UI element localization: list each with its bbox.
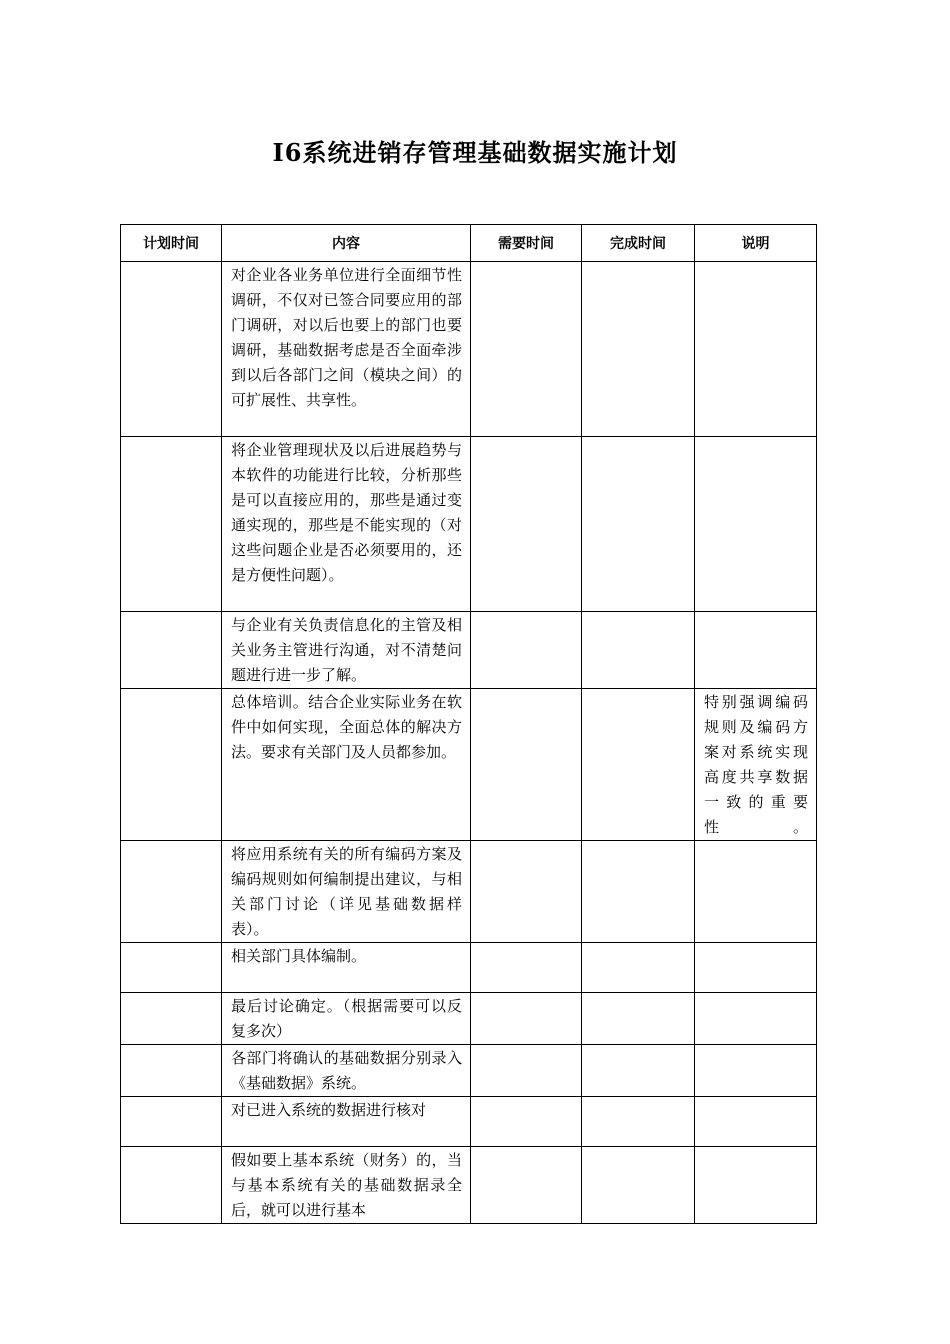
table-row <box>121 262 817 437</box>
cell-plan-time <box>121 1147 222 1224</box>
cell-required-time <box>471 612 582 689</box>
cell-notes <box>695 612 817 689</box>
content-text: 最后讨论确定。（根据需要可以反复多次） <box>231 997 462 1040</box>
content-text: 将企业管理现状及以后进展趋势与本软件的功能进行比较，分析那些是可以直接应用的，那些是通过变通实现的，那些是不能实现的（对这些问题企业是否必须要用的，还是方便性问题）。 <box>231 441 462 584</box>
cell-required-time <box>471 841 582 943</box>
cell-required-time <box>471 1147 582 1224</box>
header-required-time: 需要时间 <box>471 225 582 262</box>
cell-plan-time <box>121 689 222 841</box>
cell-completion-time <box>582 1147 695 1224</box>
table-row <box>121 1097 817 1147</box>
cell-required-time <box>471 262 582 437</box>
cell-plan-time <box>121 1097 222 1147</box>
content-text: 对企业各业务单位进行全面细节性调研，不仅对已签合同要应用的部门调研，对以后也要上的部门也要调研，基础数据考虑是否全面牵涉到以后各部门之间（模块之间）的可扩展性、共享性。 <box>231 266 462 409</box>
content-text: 相关部门具体编制。 <box>231 947 367 965</box>
cell-completion-time <box>582 612 695 689</box>
cell-notes <box>695 943 817 993</box>
cell-content <box>222 689 471 841</box>
cell-content <box>222 437 471 612</box>
cell-completion-time <box>582 1097 695 1147</box>
header-completion-time: 完成时间 <box>582 225 695 262</box>
cell-content <box>222 612 471 689</box>
cell-completion-time <box>582 841 695 943</box>
content-text: 假如要上基本系统（财务）的，当与基本系统有关的基础数据录全后，就可以进行基本 <box>231 1151 462 1219</box>
cell-content <box>222 943 471 993</box>
content-text: 与企业有关负责信息化的主管及相关业务主管进行沟通，对不清楚问题进行进一步了解。 <box>231 616 462 684</box>
cell-required-time <box>471 943 582 993</box>
cell-required-time <box>471 437 582 612</box>
plan-table <box>120 224 817 1224</box>
cell-notes <box>695 689 817 841</box>
cell-required-time <box>471 689 582 841</box>
header-content: 内容 <box>222 225 471 262</box>
table-row <box>121 943 817 993</box>
cell-completion-time <box>582 262 695 437</box>
table-row <box>121 841 817 943</box>
cell-plan-time <box>121 841 222 943</box>
cell-completion-time <box>582 1045 695 1097</box>
header-notes: 说明 <box>695 225 817 262</box>
cell-notes <box>695 262 817 437</box>
cell-notes <box>695 437 817 612</box>
cell-plan-time <box>121 612 222 689</box>
cell-plan-time <box>121 943 222 993</box>
cell-content <box>222 1045 471 1097</box>
cell-content <box>222 262 471 437</box>
note-text: 特别强调编码规则及编码方案对系统实现高度共享数据一致的重要性。 <box>704 693 808 836</box>
table-row <box>121 689 817 841</box>
cell-notes <box>695 993 817 1045</box>
table-header-row <box>121 225 817 262</box>
content-text: 各部门将确认的基础数据分别录入《基础数据》系统。 <box>231 1049 462 1092</box>
cell-completion-time <box>582 943 695 993</box>
table-row <box>121 612 817 689</box>
cell-plan-time <box>121 993 222 1045</box>
cell-content <box>222 1097 471 1147</box>
content-text: 将应用系统有关的所有编码方案及编码规则如何编制提出建议，与相关部门讨论（详见基础数据样表）。 <box>231 845 462 938</box>
cell-plan-time <box>121 437 222 612</box>
cell-plan-time <box>121 1045 222 1097</box>
cell-notes <box>695 841 817 943</box>
cell-content <box>222 841 471 943</box>
cell-notes <box>695 1147 817 1224</box>
cell-notes <box>695 1097 817 1147</box>
table-row <box>121 993 817 1045</box>
content-text: 总体培训。结合企业实际业务在软件中如何实现，全面总体的解决方法。要求有关部门及人员都参加。 <box>231 693 462 761</box>
content-text: 对已进入系统的数据进行核对 <box>231 1101 427 1119</box>
cell-plan-time <box>121 262 222 437</box>
table-row <box>121 1147 817 1224</box>
cell-content <box>222 993 471 1045</box>
header-plan-time: 计划时间 <box>121 225 222 262</box>
cell-content <box>222 1147 471 1224</box>
cell-required-time <box>471 1045 582 1097</box>
cell-notes <box>695 1045 817 1097</box>
table-row <box>121 437 817 612</box>
cell-completion-time <box>582 437 695 612</box>
cell-completion-time <box>582 689 695 841</box>
page-title: I6系统进销存管理基础数据实施计划 <box>272 138 678 167</box>
cell-required-time <box>471 1097 582 1147</box>
cell-required-time <box>471 993 582 1045</box>
cell-completion-time <box>582 993 695 1045</box>
table-row <box>121 1045 817 1097</box>
